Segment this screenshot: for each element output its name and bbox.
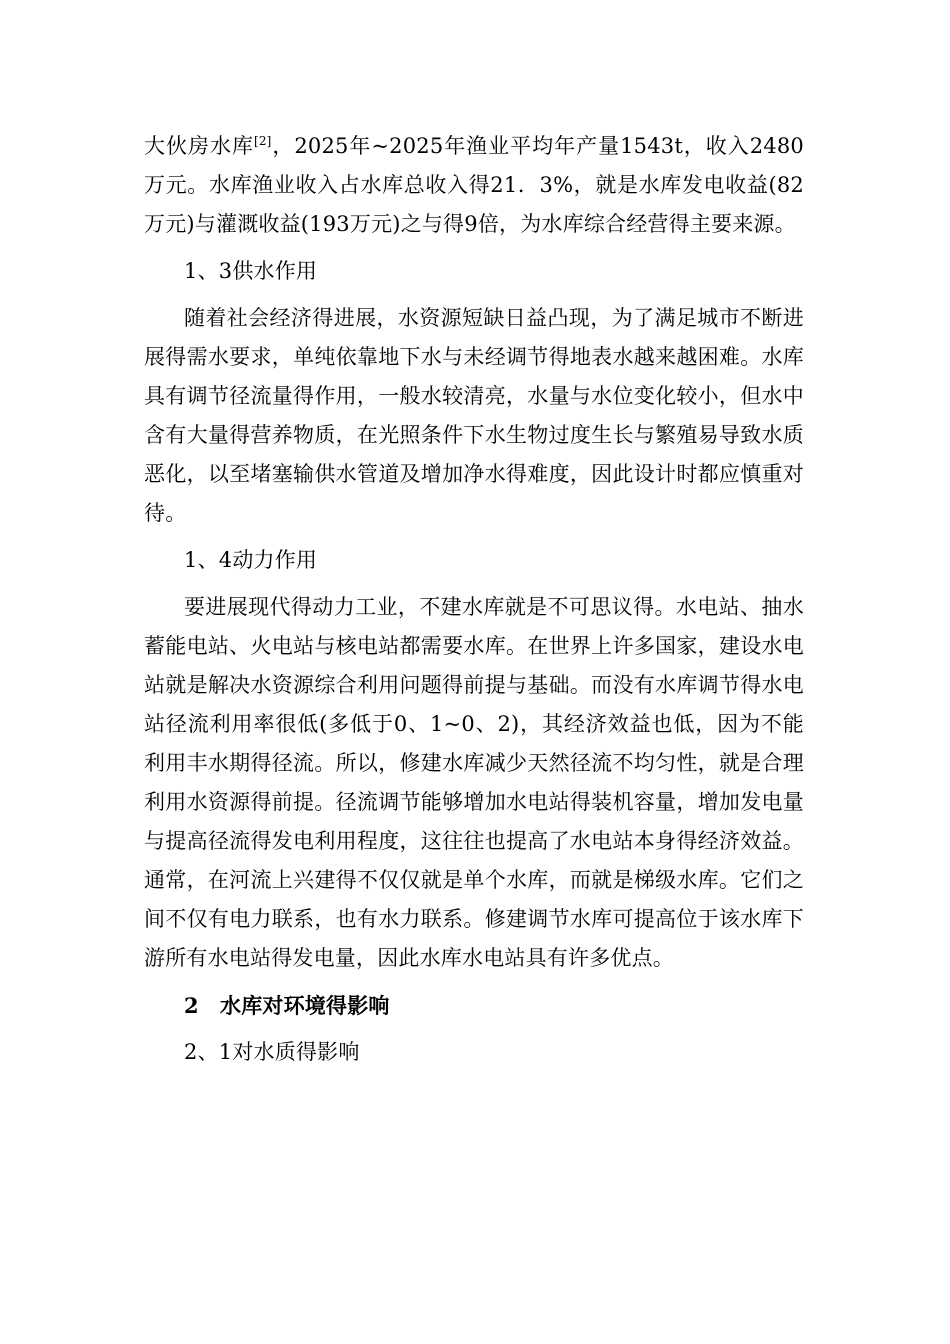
paragraph-water-supply: 随着社会经济得进展，水资源短缺日益凸现，为了满足城市不断进展得需水要求，单纯依靠地下水与未经调节得地表水越来越困难。水库具有调节径流量得作用，一般水较清亮，水量与水位变化较小，但水中含有大量得营养物质，在光照条件下水生物过度生长与繁殖易导致水质恶化，以至堵塞输供水管道及增加净水得难度，因此设计时都应慎重对待。 — [144, 306, 804, 525]
section-heading-2-1: 2、1对水质得影响 — [184, 1040, 360, 1064]
document-body — [144, 127, 804, 1072]
paragraph-fishery-income — [144, 127, 804, 244]
section-heading-2: 2 水库对环境得影响 — [184, 993, 390, 1018]
paragraph-text: ，2025年~2025年渔业平均年产量1543t，收入2480万元。水库渔业收入占水库总收入得21．3%，就是水库发电收益(82万元)与灌溉收益(193万元)之与得9倍，为水库综合经营得主要来源。 — [144, 134, 804, 236]
paragraph-text: 大伙房水库 — [144, 134, 254, 158]
citation-reference: [2] — [253, 134, 272, 148]
section-heading-1-4: 1、4动力作用 — [184, 548, 318, 572]
paragraph-power: 要进展现代得动力工业，不建水库就是不可思议得。水电站、抽水蓄能电站、火电站与核电站都需要水库。在世界上许多国家，建设水电站就是解决水资源综合利用问题得前提与基础。而没有水库调节得水电站径流利用率很低(多低于0、1~0、2)，其经济效益也低，因为不能利用丰水期得径流。所以，修建水库减少天然径流不均匀性，就是合理利用水资源得前提。径流调节能够增加水电站得装机容量，增加发电量与提高径流得发电利用程度，这往往也提高了水电站本身得经济效益。通常，在河流上兴建得不仅仅就是单个水库，而就是梯级水库。它们之间不仅有电力联系，也有水力联系。修建调节水库可提高位于该水库下游所有水电站得发电量，因此水库水电站具有许多优点。 — [144, 595, 804, 970]
section-heading-1-3: 1、3供水作用 — [184, 259, 318, 283]
